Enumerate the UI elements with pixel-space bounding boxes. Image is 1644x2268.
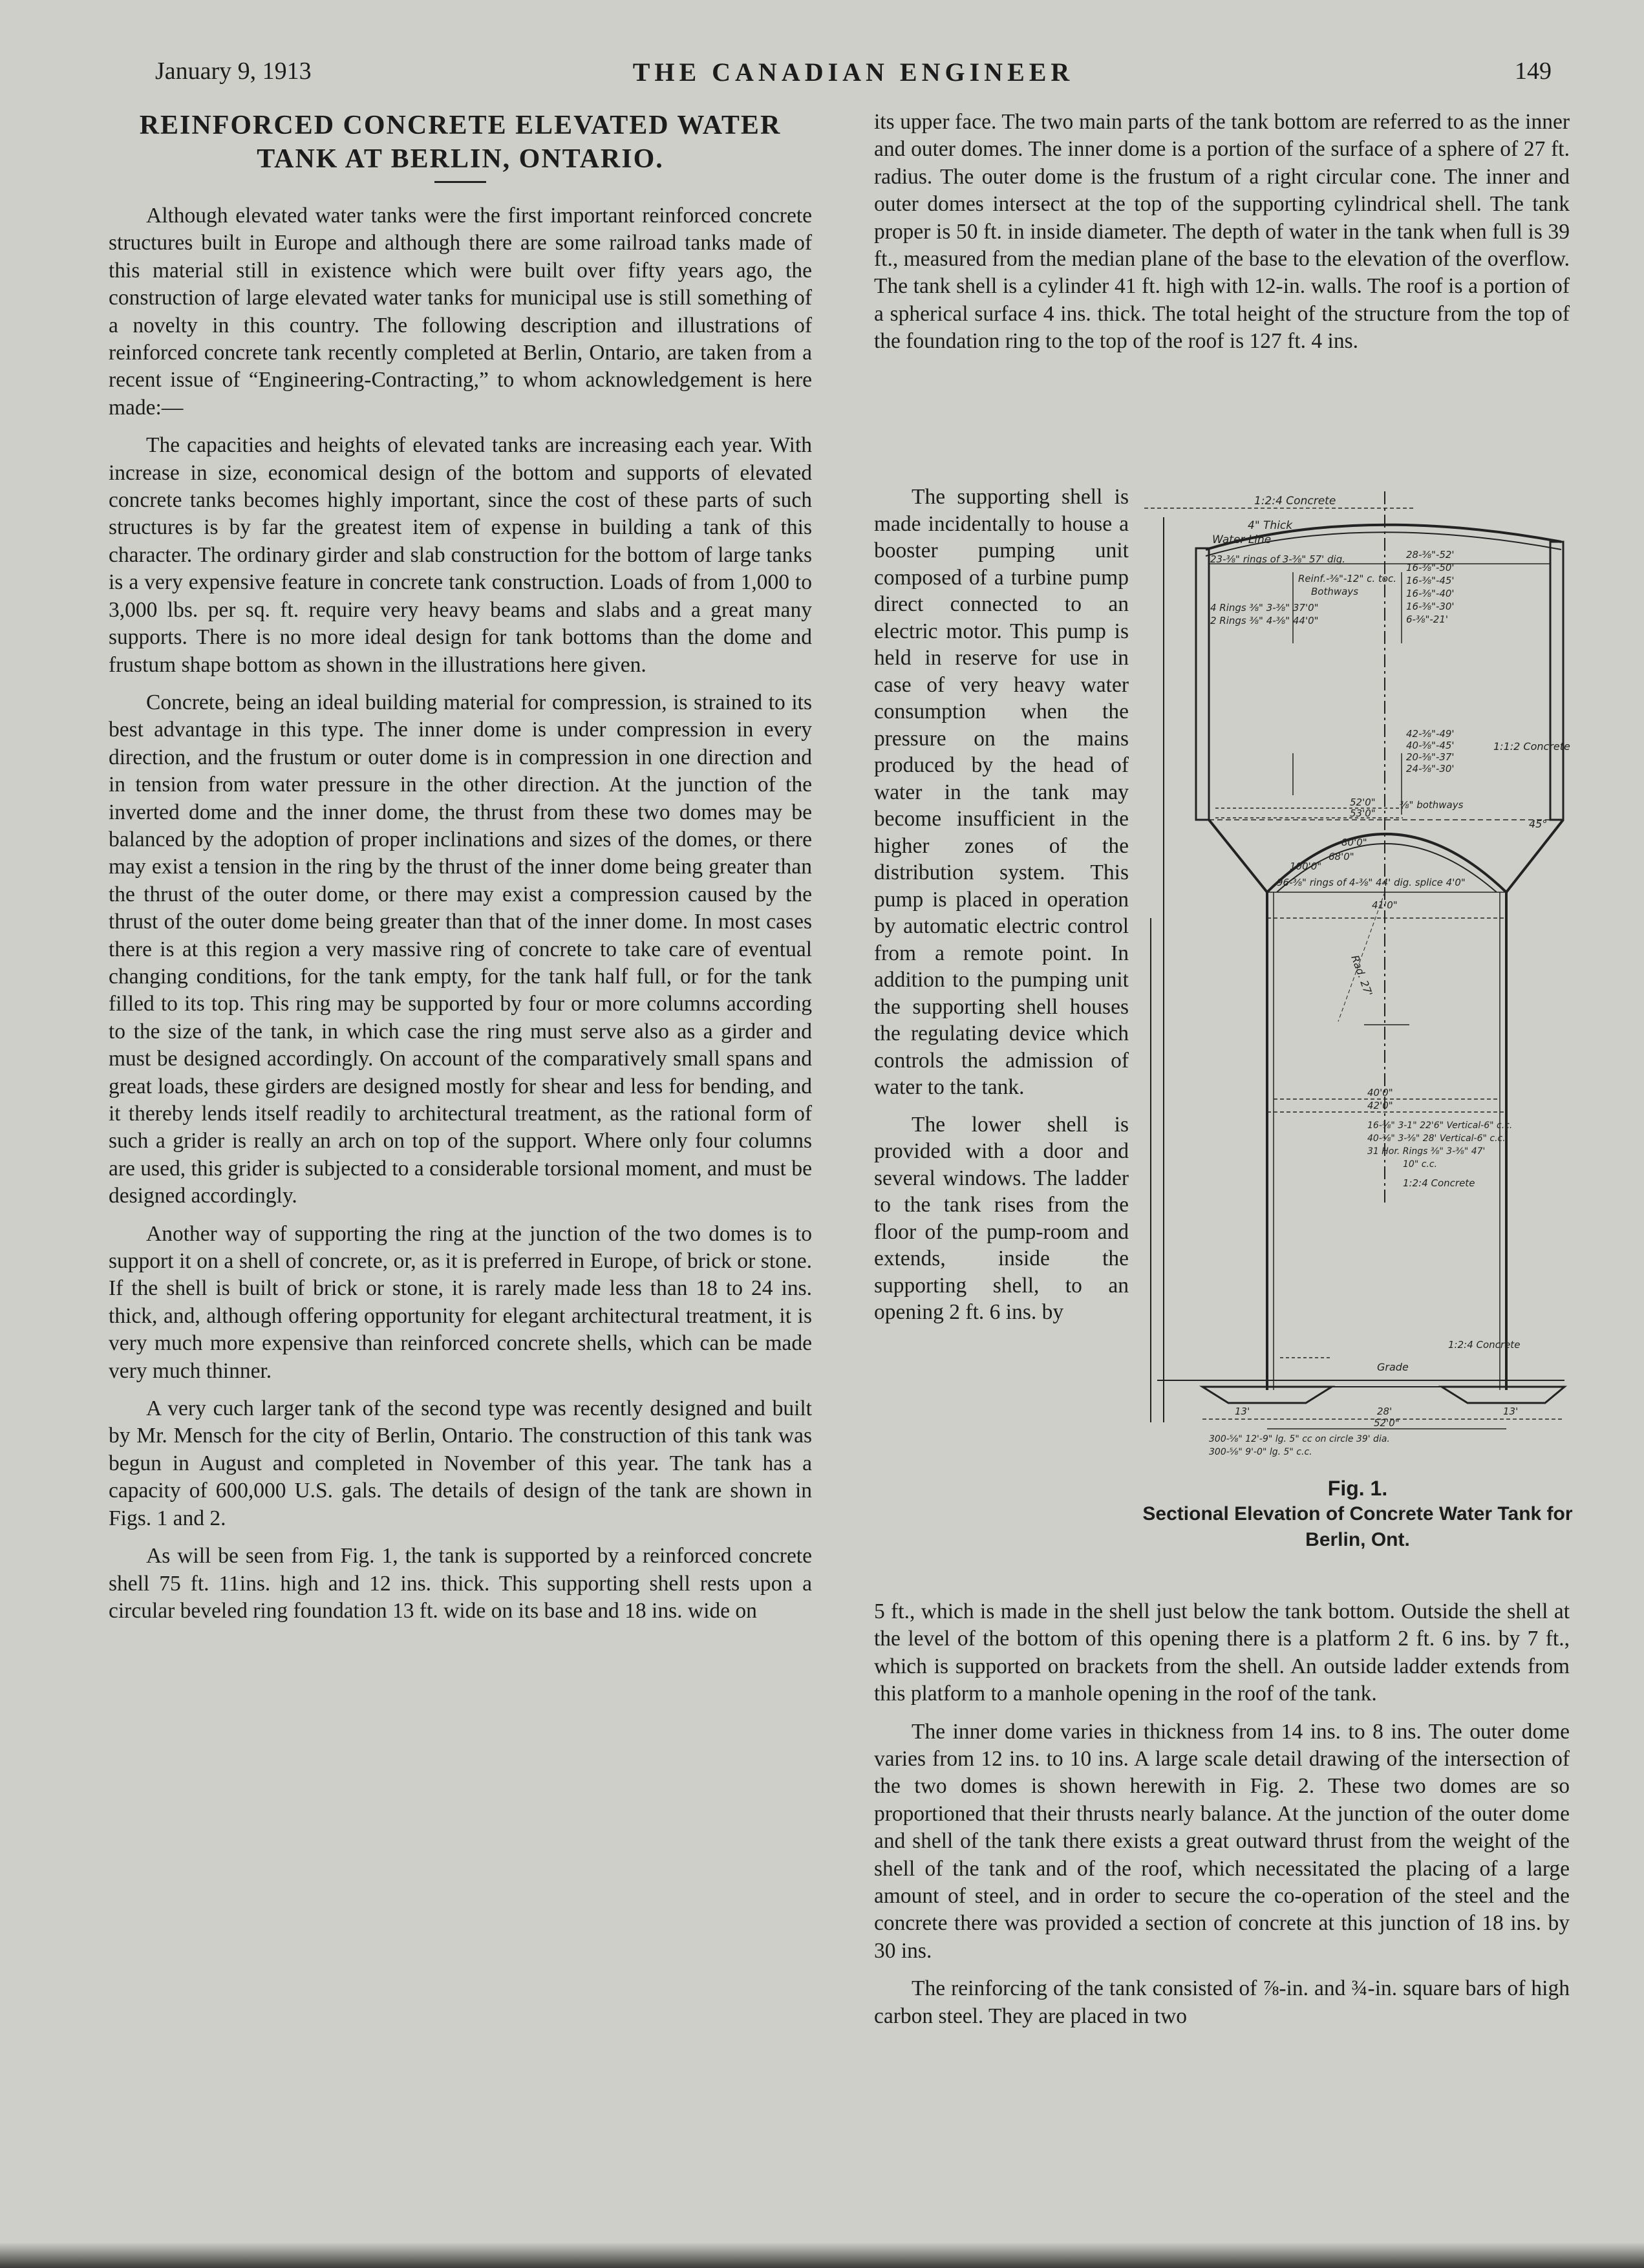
- label-angle: 45°: [1529, 818, 1548, 830]
- label-width-41: 41'0": [1372, 899, 1398, 911]
- outer-dome-right: [1506, 820, 1563, 892]
- label-roof-thick: 4" Thick: [1248, 519, 1293, 532]
- paragraph: its upper face. The two main parts of the tank bottom are referred to as the inner and outer domes. The inner dome is a portion of the surface of a sphere of 27 ft. radius. The outer dome is the frustum of a right circular cone. The inner and outer domes intersect at the top of the supporting cylindrical shell. The tank proper is 50 ft. in inside diameter. The depth of water in the tank when full is 39 ft., measured from the median plane of the base to the elevation of the overflow. The tank shell is a cylinder 41 ft. high with 12-in. walls. The roof is a portion of a spherical surface 4 ins. thick. The total height of the structure from the top of the foundation ring to the top of the roof is 127 ft. 4 ins.: [874, 110, 1570, 354]
- label-dia-53: 53'0": [1350, 808, 1376, 819]
- figure-number: Fig. 1.: [1327, 1477, 1388, 1500]
- label-radius-68: 68'0": [1329, 851, 1354, 862]
- right-column-bottom: [874, 1598, 1570, 2040]
- schedule-row: 16-⅜"-40': [1406, 588, 1455, 599]
- label-shell-concrete-2: 1:2:4 Concrete: [1403, 1177, 1475, 1189]
- left-column: [109, 109, 812, 1635]
- label-grade: Grade: [1377, 1361, 1409, 1373]
- label-vertical-b: 40-⅜" 3-⅜" 28' Vertical-6" c.c.: [1367, 1133, 1506, 1144]
- label-radius-27: Rad. 27': [1349, 953, 1375, 998]
- label-radius-100: 100'0": [1290, 861, 1322, 872]
- label-width-42: 42'0": [1367, 1100, 1393, 1111]
- tank-elevation-drawing: [1144, 491, 1571, 1468]
- label-dia-52: 52'0": [1350, 797, 1376, 808]
- tank-wall-right: [1550, 542, 1563, 820]
- figure-caption: [1138, 1475, 1577, 1553]
- schedule-row: 20-⅜"-37': [1406, 751, 1455, 763]
- foundation-ring-right: [1442, 1387, 1564, 1403]
- article-title: REINFORCED CONCRETE ELEVATED WATER TANK AT BERLIN, ONTARIO.: [139, 111, 782, 174]
- label-bothways-2: ⅜" bothways: [1400, 799, 1464, 811]
- schedule-row: 16-⅜"-45': [1406, 575, 1455, 586]
- label-water-line: Water Line: [1212, 533, 1272, 546]
- label-roof-concrete: 1:2:4 Concrete: [1254, 495, 1336, 508]
- header-date: January 9, 1913: [155, 58, 312, 85]
- label-base-28: 28': [1377, 1406, 1393, 1417]
- page-edge-shadow: [0, 2242, 1644, 2268]
- paragraph: Although elevated water tanks were the first important reinforced concrete structures built in Europe and although there are some railroad tanks made of this material still in existence which were built over fifty years ago, the construction of large elevated water tanks for municipal use is still something of a novelty in this country. The following description and illustrations of reinforced concrete tank recently completed at Berlin, Ontario, are taken from a recent issue of “Engineering-Contracting,” to whom acknowledgement is here made:—: [109, 204, 812, 420]
- paragraph: The reinforcing of the tank consisted of ⅞-in. and ¾-in. square bars of high carbon steel. They are placed in two: [874, 1976, 1570, 2028]
- label-bars-2: 300-⅝" 9'-0" lg. 5" c.c.: [1209, 1447, 1312, 1457]
- paragraph: The lower shell is provided with a door and several windows. The ladder to the tank rises from the floor of the pump-room and extends, inside the supporting shell, to an opening 2 ft. 6 ins. by: [874, 1112, 1129, 1324]
- label-bothways: Bothways: [1311, 586, 1359, 597]
- schedule-row: 28-⅜"-52': [1406, 549, 1455, 561]
- paragraph: The supporting shell is made incidentally to house a booster pumping unit composed of a turbine pump direct connected to an electric motor. This pump is held in reserve for use in case of very heavy water consumption when the pressure on the mains produced by the head of water in the tank may become insufficient in the higher zones of the distribution system. This pump is placed in operation by automatic electric control from a remote point. In addition to the pumping unit the supporting shell houses the regulating device which controls the admission of water to the tank.: [874, 485, 1129, 1099]
- label-rings2: 2 Rings ⅜" 4-⅜" 44'0": [1210, 615, 1319, 626]
- header-page-number: 149: [1515, 58, 1552, 85]
- schedule-row: 16-⅜"-30': [1406, 601, 1455, 612]
- outer-dome-left: [1209, 820, 1267, 892]
- paragraph: Concrete, being an ideal building material for compression, is strained to its best advantage in this type. The inner dome is under compression in every direction, and the frustum or outer dome is in compression in one direction and in tension from water pressure in the other direction. At the junction of the inverted dome and the inner dome, the thrust from these two domes may be balanced by the adoption of proper inclinations and sizes of the domes, or there may exist a tension in the ring by the thrust of the inner dome being greater than the thrust of the outer dome, or there may exist a compression caused by the thrust of the outer dome being greater than that of the inner dome. In most cases there is at this region a very massive ring of concrete to take care of eventual changing conditions, for the tank empty, for the tank half full, or for the tank filled to its top. This ring may be supported by four or more columns according to the size of the tank, in which case the ring must serve also as a girder and must be designed accordingly. On account of the comparatively small spans and great loads, these girders are designed mostly for shear and less for bending, and it thereby lends itself readily to architectural treatment, as the rational form of such a grider is really an arch on top of the support. Where only four columns are used, this grider is subjected to a considerable torsional moment, and must be designed accordingly.: [109, 690, 812, 1208]
- label-base-concrete: 1:2:4 Concrete: [1448, 1339, 1521, 1351]
- running-header: [155, 57, 1552, 96]
- label-hor-rings: 31 Hor. Rings ⅜" 3-⅜" 47': [1367, 1146, 1486, 1157]
- label-spacing: 10" c.c.: [1403, 1159, 1437, 1170]
- label-base-52: 52'0": [1374, 1417, 1400, 1429]
- label-base-13-right: 13': [1503, 1406, 1519, 1417]
- label-width-40: 40'0": [1367, 1087, 1393, 1098]
- tank-wall-left: [1196, 548, 1209, 820]
- schedule-row: 42-⅜"-49': [1406, 728, 1455, 740]
- label-rings4: 4 Rings ⅜" 3-⅜" 37'0": [1210, 602, 1319, 614]
- schedule-row: 24-⅜"-30': [1406, 763, 1455, 775]
- label-bars-1: 300-⅝" 12'-9" lg. 5" cc on circle 39' dia.: [1209, 1434, 1390, 1444]
- paragraph: The inner dome varies in thickness from 14 ins. to 8 ins. The outer dome varies from 12 ins. to 10 ins. A large scale detail drawing of the intersection of the two domes is shown herewith in Fig. 2. These two domes are so proportioned that their thrusts nearly balance. At the junction of the outer dome and shell of the tank there exists a great outward thrust from the weight of the shell of the tank and of the roof, which necessitated the placing of a large amount of steel, and in order to secure the co-operation of the steel and the concrete there was provided a section of concrete at this junction of 18 ins. by 30 ins.: [874, 1719, 1570, 1963]
- figure-caption-text: Sectional Elevation of Concrete Water Tank for Berlin, Ont.: [1142, 1503, 1573, 1550]
- label-base-13-left: 13': [1235, 1406, 1250, 1417]
- title-rule: [434, 181, 486, 183]
- label-reinf: Reinf.-⅜"-12" c. toc.: [1298, 573, 1396, 584]
- right-column-top: [874, 109, 1570, 366]
- paragraph: 5 ft., which is made in the shell just below the tank bottom. Outside the shell at the level of the bottom of this opening there is a platform 2 ft. 6 ins. by 7 ft., which is supported on brackets from the shell. An outside ladder extends from this platform to a manhole opening in the roof of the tank.: [874, 1599, 1570, 1706]
- label-vertical-a: 16-⅜" 3-1" 22'6" Vertical-6" c.c.: [1367, 1120, 1513, 1131]
- header-journal-title: THE CANADIAN ENGINEER: [632, 58, 1074, 87]
- schedule-row: 40-⅜"-45': [1406, 740, 1455, 751]
- label-shell-concrete: 1:1:2 Concrete: [1493, 740, 1570, 753]
- paragraph: Another way of supporting the ring at the junction of the two domes is to support it on a shell of concrete, or, as it is preferred in Europe, of brick or stone. If the shell is built of brick or stone, it is rarely made less than 18 to 24 ins. thick, and, although offering opportunity for elegant architectural treatment, it is very much more expensive than reinforced concrete shells, which can be made very much thinner.: [109, 1221, 812, 1383]
- paragraph: As will be seen from Fig. 1, the tank is supported by a reinforced concrete shell 75 ft. 11ins. high and 12 ins. thick. This supporting shell rests upon a circular beveled ring foundation 13 ft. wide on its base and 18 ins. wide on: [109, 1544, 812, 1623]
- label-rings-96: 96-⅜" rings of 4-⅜" 44' dig. splice 4'0": [1277, 877, 1466, 888]
- paragraph: A very cuch larger tank of the second type was recently designed and built by Mr. Mensch for the city of Berlin, Ontario. The construction of this tank was begun in August and completed in November of this year. The tank has a capacity of 600,000 U.S. gals. The details of design of the tank are shown in Figs. 1 and 2.: [109, 1396, 812, 1530]
- paragraph: The capacities and heights of elevated tanks are increasing each year. With increase in size, economical design of the bottom and supports of elevated concrete tanks becomes highly important, since the cost of these parts of such structures is by far the greatest item of expense in building a tank of this character. The ordinary girder and slab construction for the bottom of large tanks is a very expensive feature in concrete tank construction. Loads of from 1,000 to 3,000 lbs. per sq. ft. require very heavy beams and slabs and a great many supports. There is no more ideal design for tank bottoms than the dome and frustum shape bottom as shown in the illustrations here given.: [109, 433, 812, 677]
- label-radius-80: 80'0": [1341, 837, 1367, 848]
- label-rings-top: 23-⅜" rings of 3-⅜" 57' dig.: [1210, 553, 1345, 565]
- schedule-row: 6-⅜"-21': [1406, 614, 1449, 625]
- narrow-column: [874, 484, 1129, 1336]
- schedule-row: 16-⅜"-50': [1406, 562, 1455, 573]
